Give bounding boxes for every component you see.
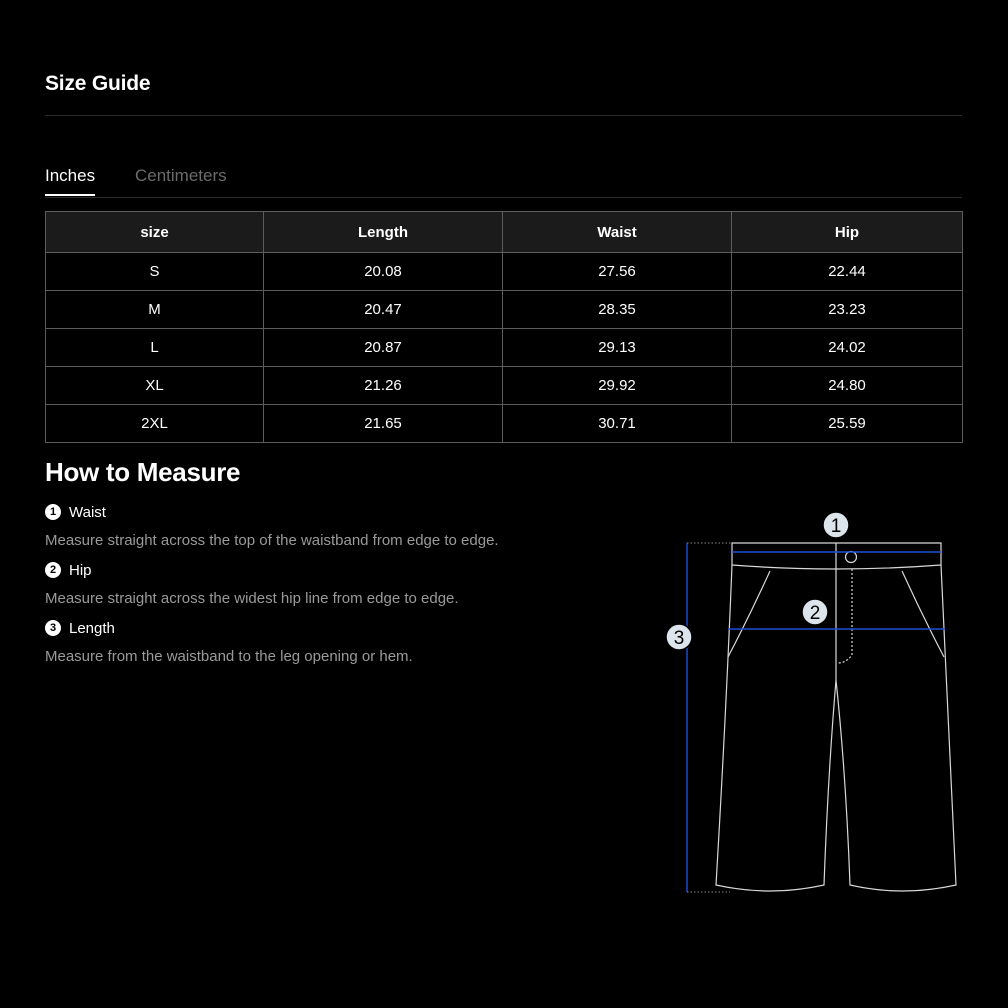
cell-size: 2XL — [46, 405, 264, 443]
measure-label: Length — [69, 619, 115, 637]
shorts-pocket-left — [728, 571, 770, 657]
measure-item-length — [45, 618, 413, 665]
header-size: size — [46, 212, 264, 253]
cell-length: 20.08 — [264, 253, 503, 291]
cell-length: 20.47 — [264, 291, 503, 329]
measure-description: Measure straight across the widest hip line from edge to edge. — [45, 590, 459, 607]
measure-label: Hip — [69, 561, 92, 579]
table-row — [46, 367, 963, 405]
measure-description: Measure from the waistband to the leg opening or hem. — [45, 648, 413, 665]
page-title: Size Guide — [45, 72, 151, 95]
measure-item-waist — [45, 502, 499, 549]
table-row — [46, 291, 963, 329]
marker-3 — [666, 624, 692, 650]
cell-waist: 27.56 — [503, 253, 732, 291]
title-divider — [45, 115, 962, 116]
cell-length: 21.26 — [264, 367, 503, 405]
table-row — [46, 405, 963, 443]
size-table — [45, 211, 963, 443]
table-header-row — [46, 212, 963, 253]
cell-waist: 29.92 — [503, 367, 732, 405]
cell-size: XL — [46, 367, 264, 405]
marker-1-label: 1 — [830, 516, 842, 537]
cell-length: 21.65 — [264, 405, 503, 443]
how-to-measure-title: How to Measure — [45, 457, 241, 487]
cell-size: M — [46, 291, 264, 329]
shorts-pocket-right — [902, 571, 944, 657]
number-3-icon: 3 — [45, 620, 61, 636]
header-length: Length — [264, 212, 503, 253]
measure-label: Waist — [69, 503, 106, 521]
cell-hip: 23.23 — [732, 291, 963, 329]
measure-description: Measure straight across the top of the waistband from edge to edge. — [45, 532, 499, 549]
tab-centimeters[interactable]: Centimeters — [135, 166, 227, 185]
table-row — [46, 329, 963, 367]
cell-hip: 25.59 — [732, 405, 963, 443]
cell-hip: 24.02 — [732, 329, 963, 367]
unit-tabs — [45, 166, 962, 198]
cell-waist: 29.13 — [503, 329, 732, 367]
marker-3-label: 3 — [673, 628, 685, 649]
shorts-right-leg — [836, 565, 956, 891]
shorts-fly-stitch — [838, 569, 852, 663]
marker-2-label: 2 — [809, 603, 821, 624]
cell-hip: 24.80 — [732, 367, 963, 405]
cell-waist: 28.35 — [503, 291, 732, 329]
marker-1 — [823, 512, 849, 538]
tab-inches[interactable]: Inches — [45, 166, 95, 196]
measure-item-hip — [45, 560, 459, 607]
cell-size: S — [46, 253, 264, 291]
header-hip: Hip — [732, 212, 963, 253]
cell-length: 20.87 — [264, 329, 503, 367]
table-row — [46, 253, 963, 291]
cell-waist: 30.71 — [503, 405, 732, 443]
number-1-icon: 1 — [45, 504, 61, 520]
cell-size: L — [46, 329, 264, 367]
shorts-button-icon — [846, 552, 857, 563]
number-2-icon: 2 — [45, 562, 61, 578]
marker-2 — [802, 599, 828, 625]
header-waist: Waist — [503, 212, 732, 253]
cell-hip: 22.44 — [732, 253, 963, 291]
shorts-diagram — [660, 505, 970, 905]
